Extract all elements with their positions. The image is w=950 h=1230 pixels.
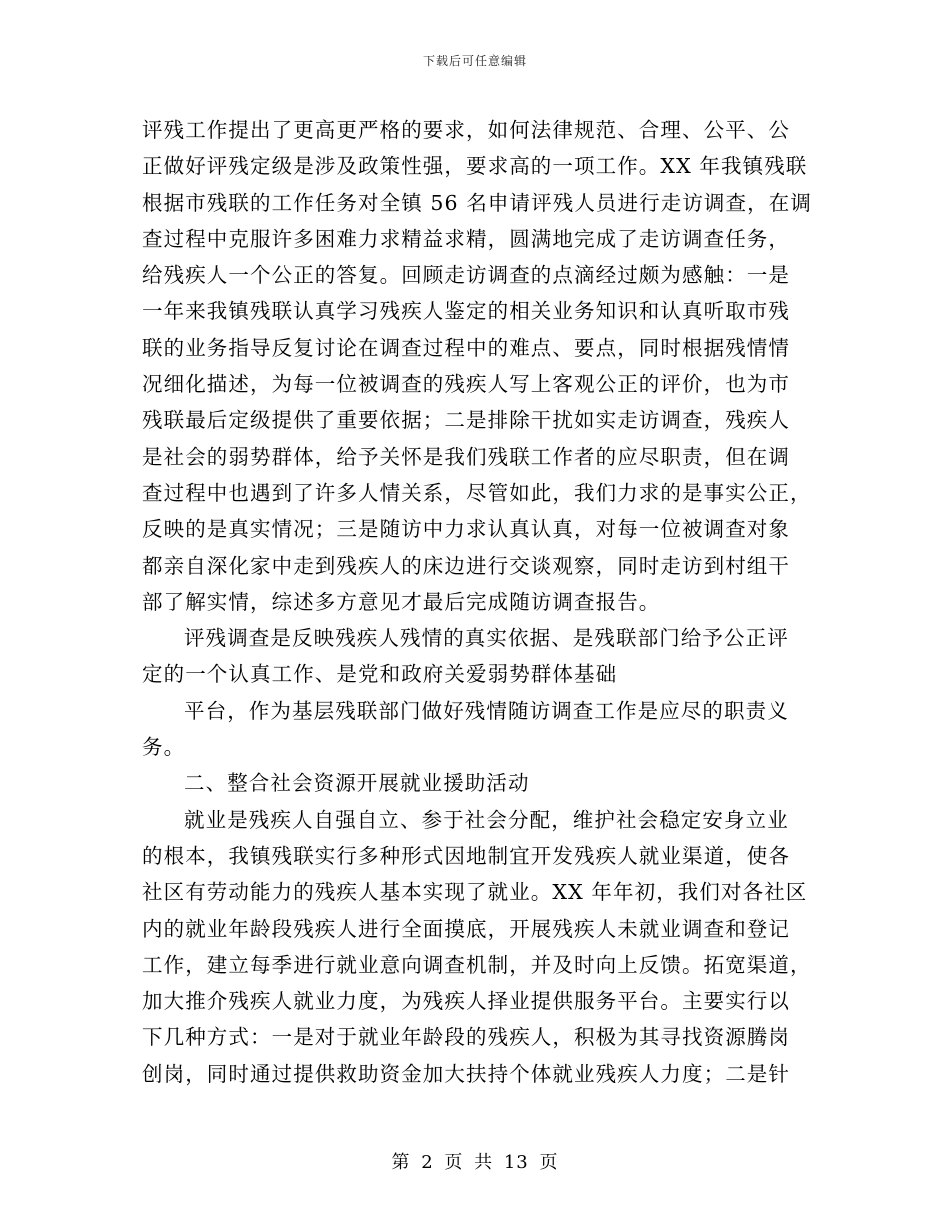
text-line: 创岗，同时通过提供救助资金加大扶持个体就业残疾人力度；二是针 (142, 1061, 790, 1086)
text-line: 的根本，我镇残联实行多种形式因地制宜开发残疾人就业渠道，使各 (142, 843, 790, 868)
document-body (142, 112, 812, 1092)
text-line: 查过程中也遇到了许多人情关系，尽管如此，我们力求的是事实公正， (142, 480, 812, 505)
text-line: 反映的是真实情况；三是随访中力求认真认真，对每一位被调查对象 (142, 517, 790, 542)
text-line: 一年来我镇残联认真学习残疾人鉴定的相关业务知识和认真听取市残 (142, 299, 790, 324)
page-number-footer: 第 2 页 共 13 页 (391, 1152, 559, 1173)
text-line: 下几种方式：一是对于就业年龄段的残疾人，积极为其寻找资源腾岗 (142, 1025, 790, 1050)
text-line: 部了解实情，综述多方意见才最后完成随访调查报告。 (142, 589, 661, 614)
paragraph-start-line: 评残调查是反映残疾人残情的真实依据、是残联部门给予公正评 (184, 626, 789, 651)
text-line: 内的就业年龄段残疾人进行全面摸底，开展残疾人未就业调查和登记 (142, 916, 790, 941)
section-heading: 二、整合社会资源开展就业援助活动 (184, 771, 530, 796)
text-line: 给残疾人一个公正的答复。回顾走访调查的点滴经过颇为感触：一是 (142, 263, 790, 288)
text-line: 正做好评残定级是涉及政策性强，要求高的一项工作。XX 年我镇残联 (142, 154, 808, 179)
text-line: 定的一个认真工作、是党和政府关爱弱势群体基础 (142, 662, 618, 687)
paragraph-start-line: 平台，作为基层残联部门做好残情随访调查工作是应尽的职责义 (184, 698, 789, 723)
text-line: 残联最后定级提供了重要依据；二是排除干扰如实走访调查，残疾人 (142, 408, 790, 433)
text-line: 况细化描述，为每一位被调查的残疾人写上客观公正的评价，也为市 (142, 372, 790, 397)
text-line: 联的业务指导反复讨论在调查过程中的难点、要点，同时根据残情情 (142, 335, 790, 360)
text-line: 是社会的弱势群体，给予关怀是我们残联工作者的应尽职责，但在调 (142, 444, 790, 469)
text-line: 查过程中克服许多困难力求精益求精，圆满地完成了走访调查任务， (142, 226, 790, 251)
text-line: 工作，建立每季进行就业意向调查机制，并及时向上反馈。拓宽渠道， (142, 952, 812, 977)
text-line: 务。 (142, 735, 186, 760)
text-line: 社区有劳动能力的残疾人基本实现了就业。XX 年年初，我们对各社区 (142, 880, 808, 905)
paragraph-start-line: 就业是残疾人自强自立、参于社会分配，维护社会稳定安身立业 (184, 807, 789, 832)
text-line: 都亲自深化家中走到残疾人的床边进行交谈观察，同时走访到村组干 (142, 553, 790, 578)
text-line: 评残工作提出了更高更严格的要求，如何法律规范、合理、公平、公 (142, 118, 790, 142)
page-header-note: 下载后可任意编辑 (422, 54, 527, 68)
text-line: 加大推介残疾人就业力度，为残疾人择业提供服务平台。主要实行以 (142, 989, 790, 1014)
text-line: 根据市残联的工作任务对全镇 56 名申请评残人员进行走访调查，在调 (142, 190, 812, 215)
